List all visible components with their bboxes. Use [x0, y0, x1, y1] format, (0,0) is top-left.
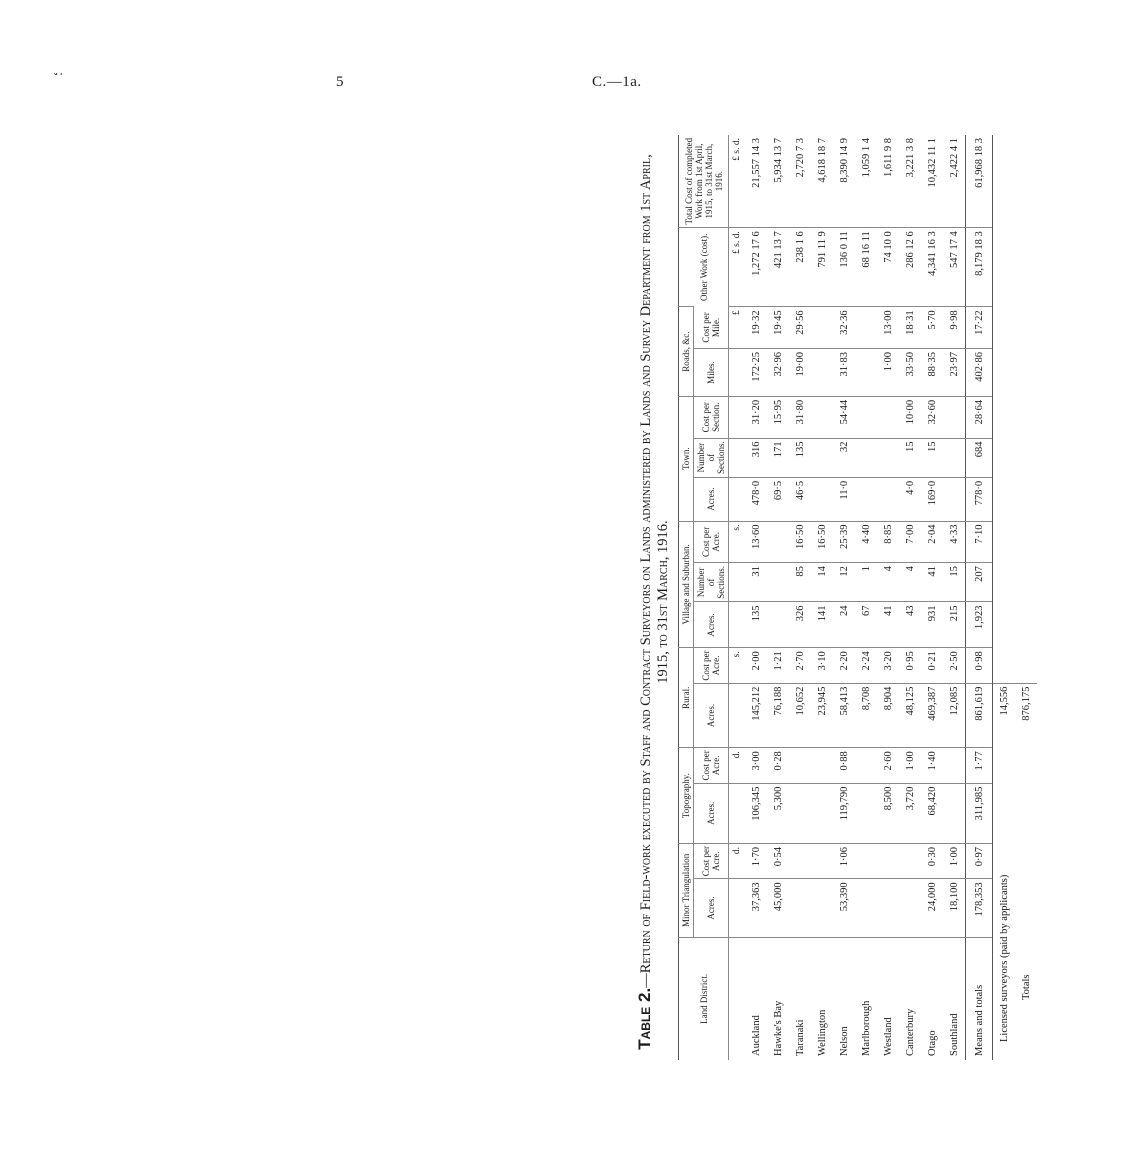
sub-acres: Acres.	[694, 477, 729, 521]
district-name: Westland	[877, 937, 899, 1060]
total-tw_a: 778·0	[966, 477, 993, 521]
cell-vs_a: 24	[833, 602, 855, 648]
total-tp_a: 311,985	[966, 783, 993, 843]
total-rd_m: 402·86	[966, 349, 993, 397]
cell-tot: 2,720 7 3	[794, 138, 806, 178]
unit-shillings: s.	[729, 521, 746, 563]
cell-vs_c: 16·50	[789, 521, 811, 563]
cell-mt_a: 18,100	[943, 879, 966, 937]
sub-cost-per-acre: Cost per Acre.	[694, 521, 729, 563]
cell-ru_c: 2·50	[943, 648, 966, 683]
cell-tp_c: 0·88	[833, 748, 855, 783]
total-vs_n: 207	[966, 563, 993, 602]
cell-ot: 421 13 7	[767, 228, 789, 307]
cell-rd_c: 19·45	[767, 307, 789, 349]
sub-miles: Miles.	[694, 349, 729, 397]
cell-rd_c	[855, 307, 877, 349]
cell-ru_c: 3·20	[877, 648, 899, 683]
cell-ru_a: 469,387	[921, 683, 943, 748]
table-row	[943, 135, 966, 1060]
cell-tw_a: 478·0	[745, 477, 767, 521]
cell-tp_c: 3·00	[745, 748, 767, 783]
cell-tp_c	[811, 748, 833, 783]
cell-tp_c	[789, 748, 811, 783]
district-name: Nelson	[833, 937, 855, 1060]
sub-number-sections: Number of Sections.	[694, 563, 729, 602]
cell-tw_n	[855, 438, 877, 477]
sub-acres: Acres.	[694, 683, 729, 748]
cell-mt_c	[789, 843, 811, 878]
cell-tw_n: 32	[833, 438, 855, 477]
cell-ru_a: 145,212	[745, 683, 767, 748]
fieldwork-table	[678, 135, 1037, 1060]
cell-mt_c: 1·70	[745, 843, 767, 878]
cell-mt_a	[899, 879, 921, 937]
unit-pence: d.	[729, 843, 746, 878]
cell-rd_m: 1·00	[877, 349, 899, 397]
total-mt_a: 178,353	[966, 879, 993, 937]
units-row	[729, 135, 746, 1060]
cell-tp_a: 8,500	[877, 783, 899, 843]
cell-tw_c: 32·60	[921, 396, 943, 438]
cell-tw_a	[811, 477, 833, 521]
unit-pounds: £	[729, 307, 746, 349]
cell-tp_c: 2·60	[877, 748, 899, 783]
cell-ot: 547 17 4	[943, 228, 966, 307]
cell-tp_a: 5,300	[767, 783, 789, 843]
table-title	[636, 132, 672, 1072]
total-ru_a: 861,619	[966, 683, 993, 748]
cell-tw_n: 171	[767, 438, 789, 477]
cell-rd_m	[855, 349, 877, 397]
title-line-1: —Return of Field-work executed by Staff and Contract Surveyors on Lands administered by Lands and Survey Department from 1st April,	[638, 154, 654, 988]
cell-vs_c: 4·33	[943, 521, 966, 563]
cell-rd_m	[811, 349, 833, 397]
cell-tp_c: 1·00	[899, 748, 921, 783]
total-tw_c: 28·64	[966, 396, 993, 438]
cell-ot: 238 1 6	[789, 228, 811, 307]
cell-vs_n: 15	[943, 563, 966, 602]
cell-vs_n: 12	[833, 563, 855, 602]
cell-ru_a: 10,652	[789, 683, 811, 748]
cell-tw_a: 69·5	[767, 477, 789, 521]
cell-tw_c	[855, 396, 877, 438]
cell-tw_n	[943, 438, 966, 477]
cell-vs_c: 13·60	[745, 521, 767, 563]
cell-vs_c: 4·40	[855, 521, 877, 563]
title-line-2: 1915, to 31st March, 1916.	[655, 520, 671, 684]
cell-tp_a: 106,345	[745, 783, 767, 843]
cell-mt_c: 1·06	[833, 843, 855, 878]
licensed-surveyors-row	[993, 135, 1016, 1060]
cell-mt_a: 24,000	[921, 879, 943, 937]
cell-mt_a	[855, 879, 877, 937]
cell-vs_n: 85	[789, 563, 811, 602]
cell-vs_n: 4	[899, 563, 921, 602]
cell-mt_c: 0·30	[921, 843, 943, 878]
cell-mt_c: 0·54	[767, 843, 789, 878]
cell-tot: 2,422 4 1	[948, 138, 960, 178]
cell-rd_c: 13·00	[877, 307, 899, 349]
unit-shillings: s.	[729, 648, 746, 683]
cell-ru_a: 12,085	[943, 683, 966, 748]
cell-tw_c: 31·80	[789, 396, 811, 438]
district-name: Southland	[943, 937, 966, 1060]
sub-cost-per-mile: Cost per Mile.	[694, 307, 729, 349]
cell-tot: 1,059 1 4	[860, 138, 872, 178]
cell-ot: 1,272 17 6	[745, 228, 767, 307]
cell-tp_a: 3,720	[899, 783, 921, 843]
cell-tw_c: 31·20	[745, 396, 767, 438]
cell-vs_a: 135	[745, 602, 767, 648]
cell-rd_m: 88·35	[921, 349, 943, 397]
cell-ot: 74 10 0	[877, 228, 899, 307]
cell-tp_c: 0·28	[767, 748, 789, 783]
cell-vs_c: 8·85	[877, 521, 899, 563]
cell-ot: 136 0 11	[833, 228, 855, 307]
cell-vs_c: 25·39	[833, 521, 855, 563]
col-town: Town.	[679, 396, 694, 521]
cell-tp_c	[943, 748, 966, 783]
col-other-work: Other Work (cost).	[679, 228, 729, 307]
col-rural: Rural.	[679, 648, 694, 748]
total-tw_n: 684	[966, 438, 993, 477]
cell-ru_a: 8,708	[855, 683, 877, 748]
cell-tot: 4,618 18 7	[816, 138, 828, 183]
cell-tw_a: 4·0	[899, 477, 921, 521]
cell-tw_c	[943, 396, 966, 438]
cell-vs_a: 931	[921, 602, 943, 648]
cell-tw_a: 46·5	[789, 477, 811, 521]
cell-tw_a	[877, 477, 899, 521]
cell-mt_c	[877, 843, 899, 878]
cell-mt_c: 1·00	[943, 843, 966, 878]
cell-vs_c: 16·50	[811, 521, 833, 563]
cell-rd_m: 32·96	[767, 349, 789, 397]
cell-ot: 791 11 9	[811, 228, 833, 307]
cell-vs_c: 7·00	[899, 521, 921, 563]
document-reference: C.—1a.	[592, 74, 642, 90]
cell-rd_m: 33·50	[899, 349, 921, 397]
cell-tp_c	[855, 748, 877, 783]
cell-mt_a	[811, 879, 833, 937]
cell-tw_c	[877, 396, 899, 438]
cell-mt_c	[811, 843, 833, 878]
cell-tw_c: 15·95	[767, 396, 789, 438]
grand-totals-row	[1015, 135, 1037, 1060]
cell-rd_m: 172·25	[745, 349, 767, 397]
col-village-suburban: Village and Suburban.	[679, 521, 694, 648]
cell-tw_a	[855, 477, 877, 521]
cell-vs_a: 43	[899, 602, 921, 648]
cell-rd_c: 9·98	[943, 307, 966, 349]
table-number: Table 2.	[635, 987, 654, 1050]
cell-tp_a: 68,420	[921, 783, 943, 843]
col-minor-triangulation: Minor Triangulation	[679, 843, 694, 937]
totals-label: Means and totals	[966, 937, 993, 1060]
cell-ru_a: 76,188	[767, 683, 789, 748]
cell-vs_a: 41	[877, 602, 899, 648]
table-row	[855, 135, 877, 1060]
cell-vs_c	[767, 521, 789, 563]
cell-tw_a: 169·0	[921, 477, 943, 521]
cell-ru_c: 2·70	[789, 648, 811, 683]
total-mt_c: 0·97	[966, 843, 993, 878]
cell-vs_n: 31	[745, 563, 767, 602]
cell-tot: 3,221 3 8	[904, 138, 916, 178]
grand-totals-row-label: Totals	[1020, 974, 1032, 1000]
cell-rd_c: 5·70	[921, 307, 943, 349]
cell-tot: 5,934 13 7	[772, 138, 784, 183]
cell-ru_c: 0·21	[921, 648, 943, 683]
cell-ot: 286 12 6	[899, 228, 921, 307]
rotated-table-area	[626, 120, 1136, 1080]
table-row	[745, 135, 767, 1060]
table-row	[767, 135, 789, 1060]
cell-tp_a: 119,790	[833, 783, 855, 843]
sub-cost-per-acre: Cost per Acre.	[694, 748, 729, 783]
cell-ru_c: 1·21	[767, 648, 789, 683]
cell-ru_c: 0·95	[899, 648, 921, 683]
table-row	[789, 135, 811, 1060]
total-tp_c: 1·77	[966, 748, 993, 783]
cell-tw_n	[811, 438, 833, 477]
cell-tw_c: 10·00	[899, 396, 921, 438]
cell-vs_a: 141	[811, 602, 833, 648]
col-land-district: Land District.	[679, 937, 729, 1060]
cell-tw_a	[943, 477, 966, 521]
total-ru_c: 0·98	[966, 648, 993, 683]
unit-pence: d.	[729, 748, 746, 783]
cell-tw_n: 316	[745, 438, 767, 477]
cell-vs_n: 41	[921, 563, 943, 602]
cell-tw_c	[811, 396, 833, 438]
stray-mark: ;	[52, 72, 68, 76]
cell-rd_c: 32·36	[833, 307, 855, 349]
total-vs_a: 1,923	[966, 602, 993, 648]
sub-number-sections: Number of Sections.	[694, 438, 729, 477]
cell-vs_n: 4	[877, 563, 899, 602]
cell-tw_n: 15	[899, 438, 921, 477]
cell-mt_a: 37,363	[745, 879, 767, 937]
cell-ru_a: 23,945	[811, 683, 833, 748]
table-row	[877, 135, 899, 1060]
cell-rd_c: 18·31	[899, 307, 921, 349]
cell-mt_c	[899, 843, 921, 878]
cell-tw_n	[877, 438, 899, 477]
cell-tot: 21,557 14 3	[750, 138, 762, 188]
cell-vs_n	[767, 563, 789, 602]
sub-acres: Acres.	[694, 602, 729, 648]
cell-vs_n: 14	[811, 563, 833, 602]
cell-tw_a: 11·0	[833, 477, 855, 521]
cell-ru_c: 2·24	[855, 648, 877, 683]
total-tot: 61,968 18 3	[966, 135, 993, 228]
cell-rd_c: 19·32	[745, 307, 767, 349]
district-name: Auckland	[745, 937, 767, 1060]
cell-vs_a	[767, 602, 789, 648]
sub-cost-per-acre: Cost per Acre.	[694, 843, 729, 878]
district-name: Taranaki	[789, 937, 811, 1060]
district-name: Wellington	[811, 937, 833, 1060]
col-roads: Roads, &c.	[679, 307, 694, 397]
table-row	[833, 135, 855, 1060]
cell-mt_a: 45,000	[767, 879, 789, 937]
cell-vs_a: 215	[943, 602, 966, 648]
cell-ru_c: 2·00	[745, 648, 767, 683]
cell-rd_m: 31·83	[833, 349, 855, 397]
cell-ru_a: 58,413	[833, 683, 855, 748]
cell-rd_c: 29·56	[789, 307, 811, 349]
sub-cost-per-acre: Cost per Acre.	[694, 648, 729, 683]
cell-tot: 1,611 9 8	[882, 138, 894, 177]
total-ot: 8,179 18 3	[966, 228, 993, 307]
licensed-surveyors-row-rural-acres: 14,556	[993, 683, 1016, 748]
unit-lsd: £ s. d.	[729, 228, 746, 307]
cell-rd_m: 23·97	[943, 349, 966, 397]
cell-ot: 4,341 16 3	[921, 228, 943, 307]
cell-tot: 8,390 14 9	[838, 138, 850, 183]
cell-vs_a: 67	[855, 602, 877, 648]
cell-tp_a	[811, 783, 833, 843]
cell-tp_a	[855, 783, 877, 843]
cell-vs_a: 326	[789, 602, 811, 648]
cell-rd_c	[811, 307, 833, 349]
cell-ru_c: 3·10	[811, 648, 833, 683]
col-total-cost: Total Cost of completed Work from 1st April, 1915, to 31st March, 1916.	[679, 135, 729, 228]
cell-tw_n: 135	[789, 438, 811, 477]
cell-tot: 10,432 11 1	[926, 138, 938, 188]
cell-mt_a	[789, 879, 811, 937]
district-name: Canterbury	[899, 937, 921, 1060]
grand-totals-row-rural-acres: 876,175	[1015, 683, 1037, 748]
totals-row	[966, 135, 993, 1060]
cell-rd_m: 19·00	[789, 349, 811, 397]
sub-acres: Acres.	[694, 783, 729, 843]
cell-tp_a	[789, 783, 811, 843]
licensed-surveyors-row-label: Licensed surveyors (paid by applicants)	[998, 874, 1010, 1042]
cell-ru_a: 8,904	[877, 683, 899, 748]
cell-ru_c: 2·20	[833, 648, 855, 683]
cell-vs_n: 1	[855, 563, 877, 602]
cell-mt_a: 53,390	[833, 879, 855, 937]
cell-tp_c: 1·40	[921, 748, 943, 783]
district-name: Otago	[921, 937, 943, 1060]
unit-lsd: £ s. d.	[732, 138, 742, 161]
table-row	[811, 135, 833, 1060]
sub-acres: Acres.	[694, 879, 729, 937]
cell-vs_c: 2·04	[921, 521, 943, 563]
cell-tw_n: 15	[921, 438, 943, 477]
cell-mt_c	[855, 843, 877, 878]
cell-tp_a	[943, 783, 966, 843]
sub-cost-per-section: Cost per Section.	[694, 396, 729, 438]
col-topography: Topography.	[679, 748, 694, 844]
total-rd_c: 17·22	[966, 307, 993, 349]
page-number: 5	[336, 74, 344, 90]
cell-tw_c: 54·44	[833, 396, 855, 438]
cell-mt_a	[877, 879, 899, 937]
district-name: Hawke's Bay	[767, 937, 789, 1060]
table-row	[899, 135, 921, 1060]
cell-ot: 68 16 11	[855, 228, 877, 307]
district-name: Marlborough	[855, 937, 877, 1060]
table-row	[921, 135, 943, 1060]
cell-ru_a: 48,125	[899, 683, 921, 748]
total-vs_c: 7·10	[966, 521, 993, 563]
